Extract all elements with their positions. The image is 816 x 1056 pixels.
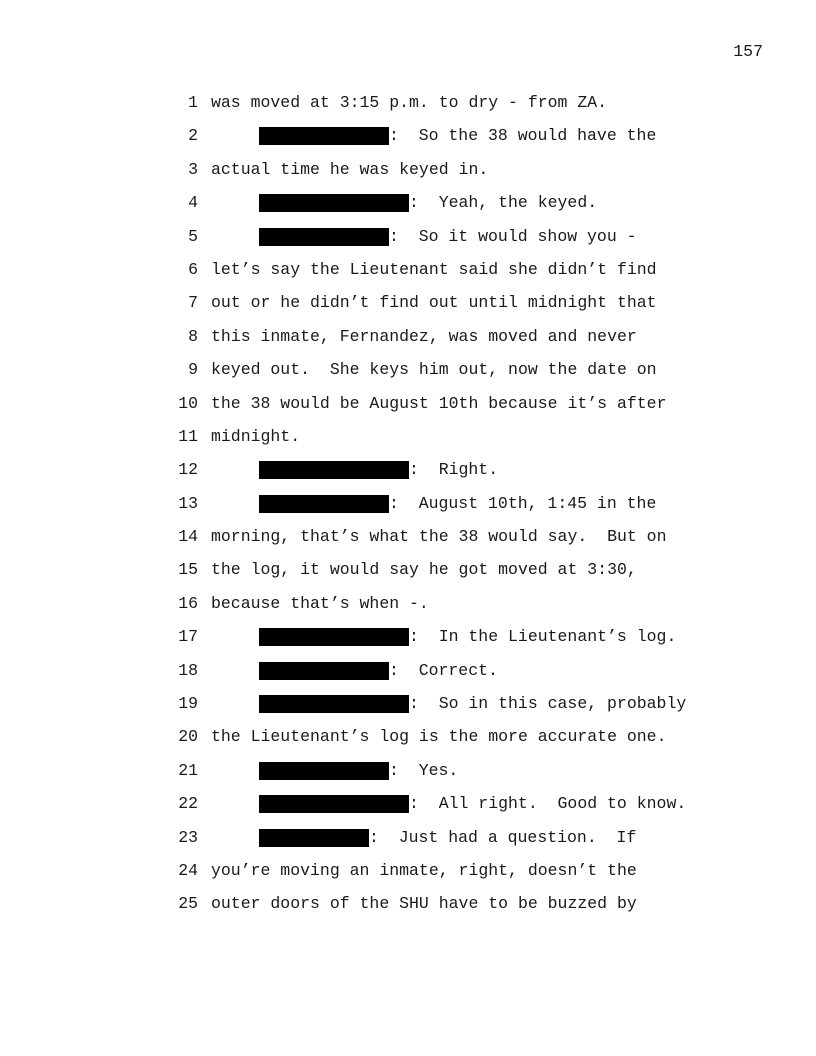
line-text: was moved at 3:15 p.m. to dry - from ZA. [211, 93, 608, 112]
redacted-speaker-name [259, 495, 389, 513]
transcript-line [0, 258, 816, 291]
transcript-line [0, 592, 816, 625]
line-number: 23 [178, 827, 198, 847]
speaker-text: : So in this case, probably [409, 694, 687, 714]
line-number: 11 [178, 426, 198, 446]
line-number: 12 [178, 460, 198, 480]
speaker-turn [259, 759, 458, 783]
speaker-text: : Correct. [389, 660, 498, 680]
line-text: the 38 would be August 10th because it’s after [211, 393, 667, 413]
transcript-line [0, 325, 816, 358]
redacted-speaker-name [259, 695, 409, 713]
line-number: 5 [188, 226, 198, 246]
line-number: 15 [178, 560, 198, 580]
speaker-turn [259, 659, 498, 683]
transcript-line [0, 91, 816, 124]
speaker-text: : Yeah, the keyed. [409, 193, 598, 213]
transcript-line [0, 124, 816, 157]
speaker-text: : Yes. [389, 760, 459, 780]
line-number: 9 [188, 360, 198, 380]
speaker-turn [259, 124, 656, 148]
line-text: outer doors of the SHU have to be buzzed by [211, 894, 637, 914]
line-number: 22 [178, 794, 198, 814]
redacted-speaker-name [259, 194, 409, 212]
transcript-line [0, 692, 816, 725]
line-number: 21 [178, 760, 198, 780]
transcript-line [0, 525, 816, 558]
speaker-turn [259, 692, 686, 716]
speaker-text: : Right. [409, 460, 499, 480]
speaker-turn [259, 191, 597, 215]
transcript-line [0, 458, 816, 491]
line-number: 10 [178, 393, 198, 413]
line-text: let’s say the Lieutenant said she didn’t find [211, 259, 657, 279]
speaker-text: : So the 38 would have the [389, 126, 657, 146]
line-text: morning, that’s what the 38 would say. But on [211, 527, 667, 547]
redacted-speaker-name [259, 127, 389, 145]
line-number: 19 [178, 694, 198, 714]
speaker-text: : Just had a question. If [369, 827, 637, 847]
line-text: the Lieutenant’s log is the more accurate one. [211, 727, 667, 747]
line-text: you’re moving an inmate, right, doesn’t the [211, 860, 637, 880]
transcript-line [0, 792, 816, 825]
line-text: because that’s when -. [211, 593, 429, 613]
line-text: midnight. [211, 426, 301, 446]
line-number: 7 [188, 293, 198, 313]
line-number: 4 [188, 193, 198, 213]
line-number: 2 [188, 126, 198, 146]
transcript-line [0, 558, 816, 591]
redacted-speaker-name [259, 829, 369, 847]
speaker-turn [259, 492, 656, 516]
redacted-speaker-name [259, 762, 389, 780]
transcript-body [0, 91, 816, 926]
line-number: 16 [178, 593, 198, 613]
transcript-line [0, 725, 816, 758]
page-number: 157 [733, 42, 763, 61]
transcript-line [0, 859, 816, 892]
redacted-speaker-name [259, 228, 389, 246]
redacted-speaker-name [259, 662, 389, 680]
line-number: 18 [178, 660, 198, 680]
speaker-text: : August 10th, 1:45 in the [389, 493, 657, 513]
line-number: 25 [178, 894, 198, 914]
redacted-speaker-name [259, 795, 409, 813]
line-number: 1 [188, 93, 198, 112]
line-number: 3 [188, 159, 198, 179]
line-text: actual time he was keyed in. [211, 159, 489, 179]
speaker-text: : In the Lieutenant’s log. [409, 627, 677, 647]
speaker-turn [259, 225, 637, 249]
line-text: this inmate, Fernandez, was moved and never [211, 326, 637, 346]
line-text: keyed out. She keys him out, now the date on [211, 360, 657, 380]
line-number: 24 [178, 860, 198, 880]
speaker-text: : So it would show you - [389, 226, 637, 246]
speaker-turn [259, 458, 498, 482]
redacted-speaker-name [259, 628, 409, 646]
line-number: 14 [178, 527, 198, 547]
transcript-line [0, 225, 816, 258]
transcript-line [0, 892, 816, 925]
redacted-speaker-name [259, 461, 409, 479]
line-text: out or he didn’t find out until midnight that [211, 293, 657, 313]
transcript-line [0, 358, 816, 391]
line-number: 8 [188, 326, 198, 346]
transcript-line [0, 392, 816, 425]
transcript-line [0, 492, 816, 525]
transcript-line [0, 659, 816, 692]
speaker-turn [259, 792, 686, 816]
line-number: 17 [178, 627, 198, 647]
transcript-line [0, 425, 816, 458]
transcript-line [0, 191, 816, 224]
transcript-line [0, 625, 816, 658]
transcript-line [0, 291, 816, 324]
speaker-turn [259, 826, 636, 850]
transcript-line [0, 759, 816, 792]
speaker-text: : All right. Good to know. [409, 794, 687, 814]
line-number: 13 [178, 493, 198, 513]
transcript-line [0, 826, 816, 859]
line-number: 6 [188, 259, 198, 279]
line-text: the log, it would say he got moved at 3:30, [211, 560, 637, 580]
line-number: 20 [178, 727, 198, 747]
transcript-line [0, 158, 816, 191]
speaker-turn [259, 625, 676, 649]
